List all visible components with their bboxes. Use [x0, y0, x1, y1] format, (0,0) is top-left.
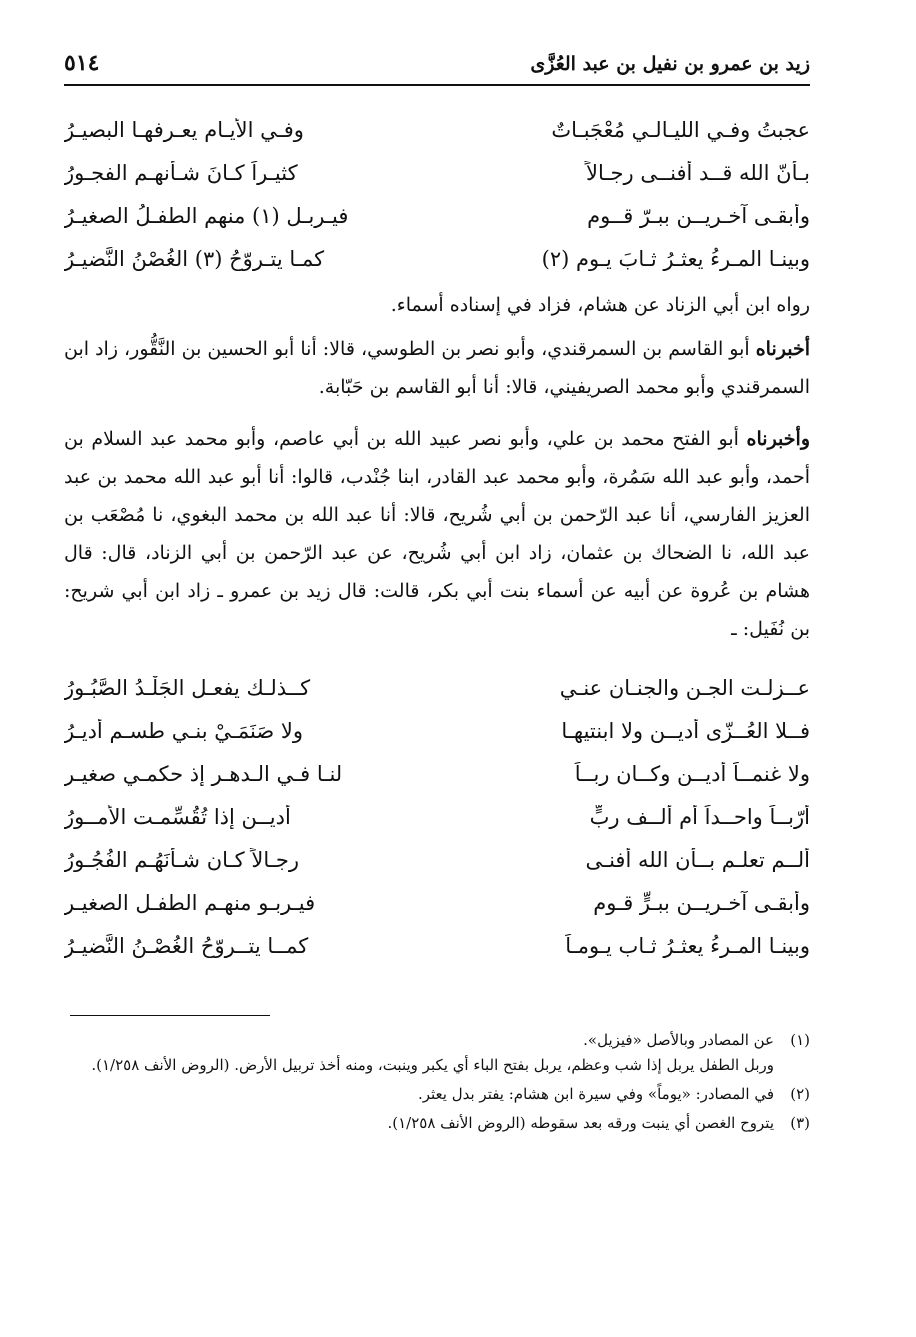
- verse-first-hemistich: وبينـا المـرءُ يعثـرُ ثـابَ يـوم (٢): [541, 246, 810, 271]
- paragraph-text: أبو القاسم بن السمرقندي، وأبو نصر بن الطوسي، قالا: أنا أبو الحسين بن النَّقُّور، زاد ابن السمرقندي وأبو محمد الصريفيني، قالا: أنا أبو القاسم بن حَبّابة.: [64, 338, 810, 398]
- verse: [64, 838, 810, 881]
- verse-second-hemistich: كثيـراً كـانَ شـأنهـم الفجـورُ: [64, 160, 298, 185]
- footnote-separator: [70, 1015, 270, 1016]
- footnote-text: [64, 1028, 774, 1078]
- verse: [64, 237, 810, 280]
- paragraph-text: أبو الفتح محمد بن علي، وأبو نصر عبيد الله بن أبي عاصم، وأبو محمد عبد السلام بن أحمد، وأبو عبد الله سَمُرة، وأبو محمد عبد القادر، ابنا جُنْدب، قالوا: أنا أبو عبد الله محمد بن عبد العزيز الفارسي، أنا عبد الرّحمن بن أبي شُريح، قالا: أنا عبد الله بن محمد البغوي، نا مُصْعَب بن عبد الله، نا الضحاك بن عثمان، زاد ابن أبي شُريح، عن عبد الرّحمن بن أبي الزناد، قال: قال هشام بن عُروة عن أبيه عن أسماء بنت أبي بكر، قالت: قال زيد بن عمرو ـ زاد ابن أبي شريح: بن نُفَيل: ـ: [64, 428, 810, 640]
- footnote-line: في المصادر: «يوماً» وفي سيرة ابن هشام: يفتر بدل يعثر.: [417, 1085, 774, 1103]
- verse-first-hemistich: وأبقـى آخـريــن ببـرٍّ قـوم: [593, 890, 810, 915]
- verse: [64, 151, 810, 194]
- page-number: ٥١٤: [64, 50, 100, 76]
- verse: [64, 709, 810, 752]
- book-page: [64, 50, 810, 1290]
- verse: [64, 752, 810, 795]
- verse-first-hemistich: وأبقـى آخـريــن ببـرّ قــوم: [587, 203, 810, 228]
- verse-second-hemistich: ولا صَنَمَـيْ بنـي طسـم أديـرُ: [64, 718, 303, 743]
- verse-second-hemistich: لنـا فـي الـدهـر إذ حكمـي صغيـر: [64, 761, 343, 786]
- verse: [64, 795, 810, 838]
- paragraph-isnad-2: [64, 420, 810, 648]
- verse: [64, 666, 810, 709]
- verse-first-hemistich: ألــم تعلـم بــأن الله أفنـى: [585, 847, 810, 872]
- paragraph-isnad-1: [64, 330, 810, 406]
- footnote-number: (١): [790, 1031, 810, 1049]
- footnote-text: [64, 1111, 774, 1136]
- footnote-number: (٢): [790, 1085, 810, 1103]
- poem-2: [64, 666, 810, 967]
- running-title: زيد بن عمرو بن نفيل بن عبد العُزَّى: [530, 53, 810, 75]
- verse-first-hemistich: عــزلـت الجـن والجنـان عنـي: [559, 675, 810, 700]
- verse: [64, 881, 810, 924]
- verse-second-hemistich: وفـي الأيـام يعـرفهـا البصيـرُ: [64, 117, 304, 142]
- verse: [64, 108, 810, 151]
- footnote-line: يتروح الغصن أي ينبت ورقه بعد سقوطه (الروض الأنف ١/٢٥٨).: [387, 1114, 774, 1132]
- footnote: [64, 1028, 810, 1078]
- verse-first-hemistich: عجبتُ وفـي الليـالـي مُعْجَبـاتٌ: [551, 117, 810, 142]
- verse-first-hemistich: فــلا العُــزّى أديــن ولا ابنتيهـا: [561, 718, 810, 743]
- footnote-line: وربل الطفل يربل إذا شب وعظم، يربل بفتح الباء أي يكبر وينبت، ومنه أخذ تربيل الأرض. (الروض الأنف ١/٢٥٨).: [91, 1056, 774, 1074]
- verse-second-hemistich: فيـربـل (١) منهم الطفـلُ الصغيـرُ: [64, 203, 349, 228]
- footnote-line: عن المصادر وبالأصل «فيزيل».: [583, 1031, 774, 1049]
- verse-second-hemistich: أديــن إذا تُقُسِّمـت الأمــورُ: [64, 804, 291, 829]
- verse-first-hemistich: أرّبــاً واحــداً أم ألــف ربٍّ: [589, 804, 810, 829]
- verse-second-hemistich: كمـا يتـروّحُ (٣) الغُصْنُ النَّضيـرُ: [64, 246, 325, 271]
- verse-first-hemistich: بـأنّ الله قــد أفنــى رجـالاً: [586, 160, 810, 185]
- footnote-text: [64, 1082, 774, 1107]
- page-header: [64, 50, 810, 86]
- footnote: [64, 1111, 810, 1136]
- paragraph-narration: رواه ابن أبي الزناد عن هشام، فزاد في إسناده أسماء.: [390, 294, 810, 316]
- verse-second-hemistich: كــذلـك يفعـل الجَلْـدُ الصَّبُـورُ: [64, 675, 311, 700]
- paragraph-lead-word: وأخبرناه: [746, 428, 810, 450]
- footnote-number: (٣): [790, 1114, 810, 1132]
- verse-second-hemistich: رجـالاً كـان شـأنَهُـم الفُجُـورُ: [64, 847, 299, 872]
- footnotes: [64, 1028, 810, 1136]
- verse: [64, 924, 810, 967]
- verse: [64, 194, 810, 237]
- verse-first-hemistich: وبينـا المـرءُ يعثـرُ ثـاب يـومـاً: [565, 933, 810, 958]
- poem-1: [64, 108, 810, 280]
- verse-second-hemistich: كمــا يتــروّحُ الغُصْـنُ النَّضيـرُ: [64, 933, 309, 958]
- verse-first-hemistich: ولا غنمــاً أديــن وكــان ربــاً: [574, 761, 810, 786]
- paragraph-lead-word: أخبرناه: [755, 338, 810, 360]
- verse-second-hemistich: فيـربـو منهـم الطفـل الصغيـر: [64, 890, 316, 915]
- footnote: [64, 1082, 810, 1107]
